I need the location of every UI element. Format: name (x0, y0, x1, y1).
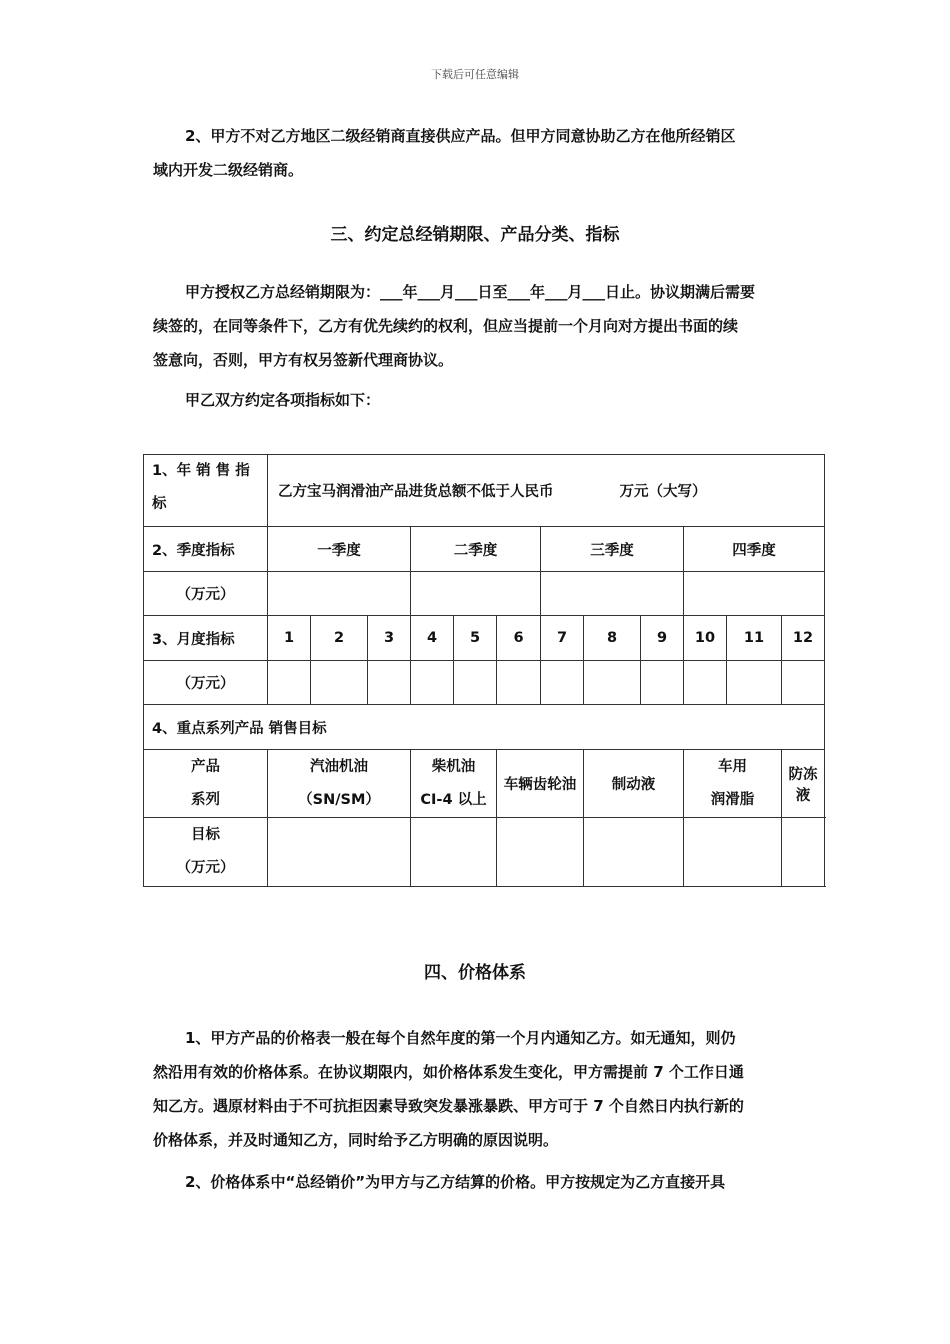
product-series-header: 防冻液 (782, 750, 825, 818)
month-value-cell[interactable] (684, 661, 727, 705)
text-line: 2、价格体系中“总经销价”为甲方与乙方结算的价格。甲方按规定为乙方直接开具 (185, 1173, 726, 1191)
section-title-term: 三、约定总经销期限、产品分类、指标 (330, 225, 620, 245)
product-series-header: 车辆齿轮油 (497, 750, 584, 818)
month-header: 1 (268, 616, 311, 661)
month-value-cell[interactable] (541, 661, 584, 705)
text-line: 知乙方。遇原材料由于不可抗拒因素导致突发暴涨暴跌、甲方可于 7 个自然日内执行新的 (153, 1097, 744, 1115)
table-row-month-header (144, 616, 825, 661)
month-value-cell[interactable] (268, 661, 311, 705)
quarter-value-cell[interactable] (541, 572, 684, 616)
month-value-cell[interactable] (311, 661, 368, 705)
annual-target-cell: 乙方宝马润滑油产品进货总额不低于人民币 万元（大写） (268, 455, 825, 527)
month-header: 7 (541, 616, 584, 661)
month-value-cell[interactable] (782, 661, 825, 705)
text-line: 1、甲方产品的价格表一般在每个自然年度的第一个月内通知乙方。如无通知，则仍 (185, 1029, 736, 1047)
table-row-annual (144, 455, 825, 527)
month-header: 3 (368, 616, 411, 661)
quarter-value-cell[interactable] (411, 572, 541, 616)
product-series-header: 柴机油 CI-4 以上 (411, 750, 497, 818)
text-line: 2、甲方不对乙方地区二级经销商直接供应产品。但甲方同意协助乙方在他所经销区 (185, 127, 736, 145)
text-line: 甲方授权乙方总经销期限为：___年___月___日至___年___月___日止。协议期满后需要 (185, 283, 756, 301)
month-value-cell[interactable] (727, 661, 782, 705)
table-row-quarter-header (144, 527, 825, 572)
month-header: 12 (782, 616, 825, 661)
month-value-cell[interactable] (368, 661, 411, 705)
quarter-target-label: 2、季度指标 (144, 527, 268, 572)
text-line: 续签的，在同等条件下，乙方有优先续约的权利，但应当提前一个月向对方提出书面的续 (153, 317, 739, 335)
month-value-cell[interactable] (641, 661, 684, 705)
product-series-header: 车用 润滑脂 (684, 750, 782, 818)
text-line: 价格体系，并及时通知乙方，同时给予乙方明确的原因说明。 (153, 1131, 559, 1149)
table-row-product-series (144, 750, 825, 818)
month-header: 6 (497, 616, 541, 661)
month-header: 2 (311, 616, 368, 661)
table-row-key-products (144, 705, 825, 750)
product-series-header: 制动液 (584, 750, 684, 818)
key-products-label: 4、重点系列产品 销售目标 (144, 705, 825, 750)
product-target-cell[interactable] (268, 818, 411, 887)
paragraph-pricing-notice (153, 1021, 813, 1157)
quarter-header: 四季度 (684, 527, 825, 572)
table-row-product-targets (144, 818, 825, 887)
quarter-value-cell[interactable] (268, 572, 411, 616)
quarter-header: 三季度 (541, 527, 684, 572)
month-header: 5 (454, 616, 497, 661)
quarter-value-cell[interactable] (684, 572, 825, 616)
annual-target-label: 1、年 销 售 指 标 (144, 455, 268, 527)
product-target-cell[interactable] (411, 818, 497, 887)
month-header: 10 (684, 616, 727, 661)
product-target-cell[interactable] (584, 818, 684, 887)
month-header: 9 (641, 616, 684, 661)
month-value-cell[interactable] (454, 661, 497, 705)
product-target-cell[interactable] (782, 818, 825, 887)
target-label: 目标 （万元） (144, 818, 268, 887)
section-title-pricing: 四、价格体系 (424, 963, 526, 983)
text-line: 域内开发二级经销商。 (153, 161, 304, 179)
month-header: 4 (411, 616, 454, 661)
unit-label: （万元） (144, 572, 268, 616)
text-line: 甲乙双方约定各项指标如下： (185, 391, 381, 409)
paragraph-targets-intro (153, 383, 813, 417)
month-target-label: 3、月度指标 (144, 616, 268, 661)
unit-label: （万元） (144, 661, 268, 705)
table-row-month-values (144, 661, 825, 705)
product-target-cell[interactable] (497, 818, 584, 887)
page-header-note: 下载后可任意编辑 (431, 68, 519, 81)
product-target-cell[interactable] (684, 818, 782, 887)
product-series-header: 汽油机油 （SN/SM） (268, 750, 411, 818)
month-value-cell[interactable] (411, 661, 454, 705)
paragraph-settlement-price (153, 1165, 813, 1199)
sales-target-table (143, 454, 825, 887)
text-line: 签意向，否则，甲方有权另签新代理商协议。 (153, 351, 454, 369)
month-value-cell[interactable] (584, 661, 641, 705)
paragraph-secondary-dealers (153, 119, 813, 187)
month-header: 11 (727, 616, 782, 661)
text-line: 然沿用有效的价格体系。在协议期限内，如价格体系发生变化，甲方需提前 7 个工作日通 (153, 1063, 744, 1081)
series-label: 产品 系列 (144, 750, 268, 818)
month-value-cell[interactable] (497, 661, 541, 705)
quarter-header: 二季度 (411, 527, 541, 572)
paragraph-term (153, 275, 813, 377)
quarter-header: 一季度 (268, 527, 411, 572)
month-header: 8 (584, 616, 641, 661)
table-row-quarter-values (144, 572, 825, 616)
